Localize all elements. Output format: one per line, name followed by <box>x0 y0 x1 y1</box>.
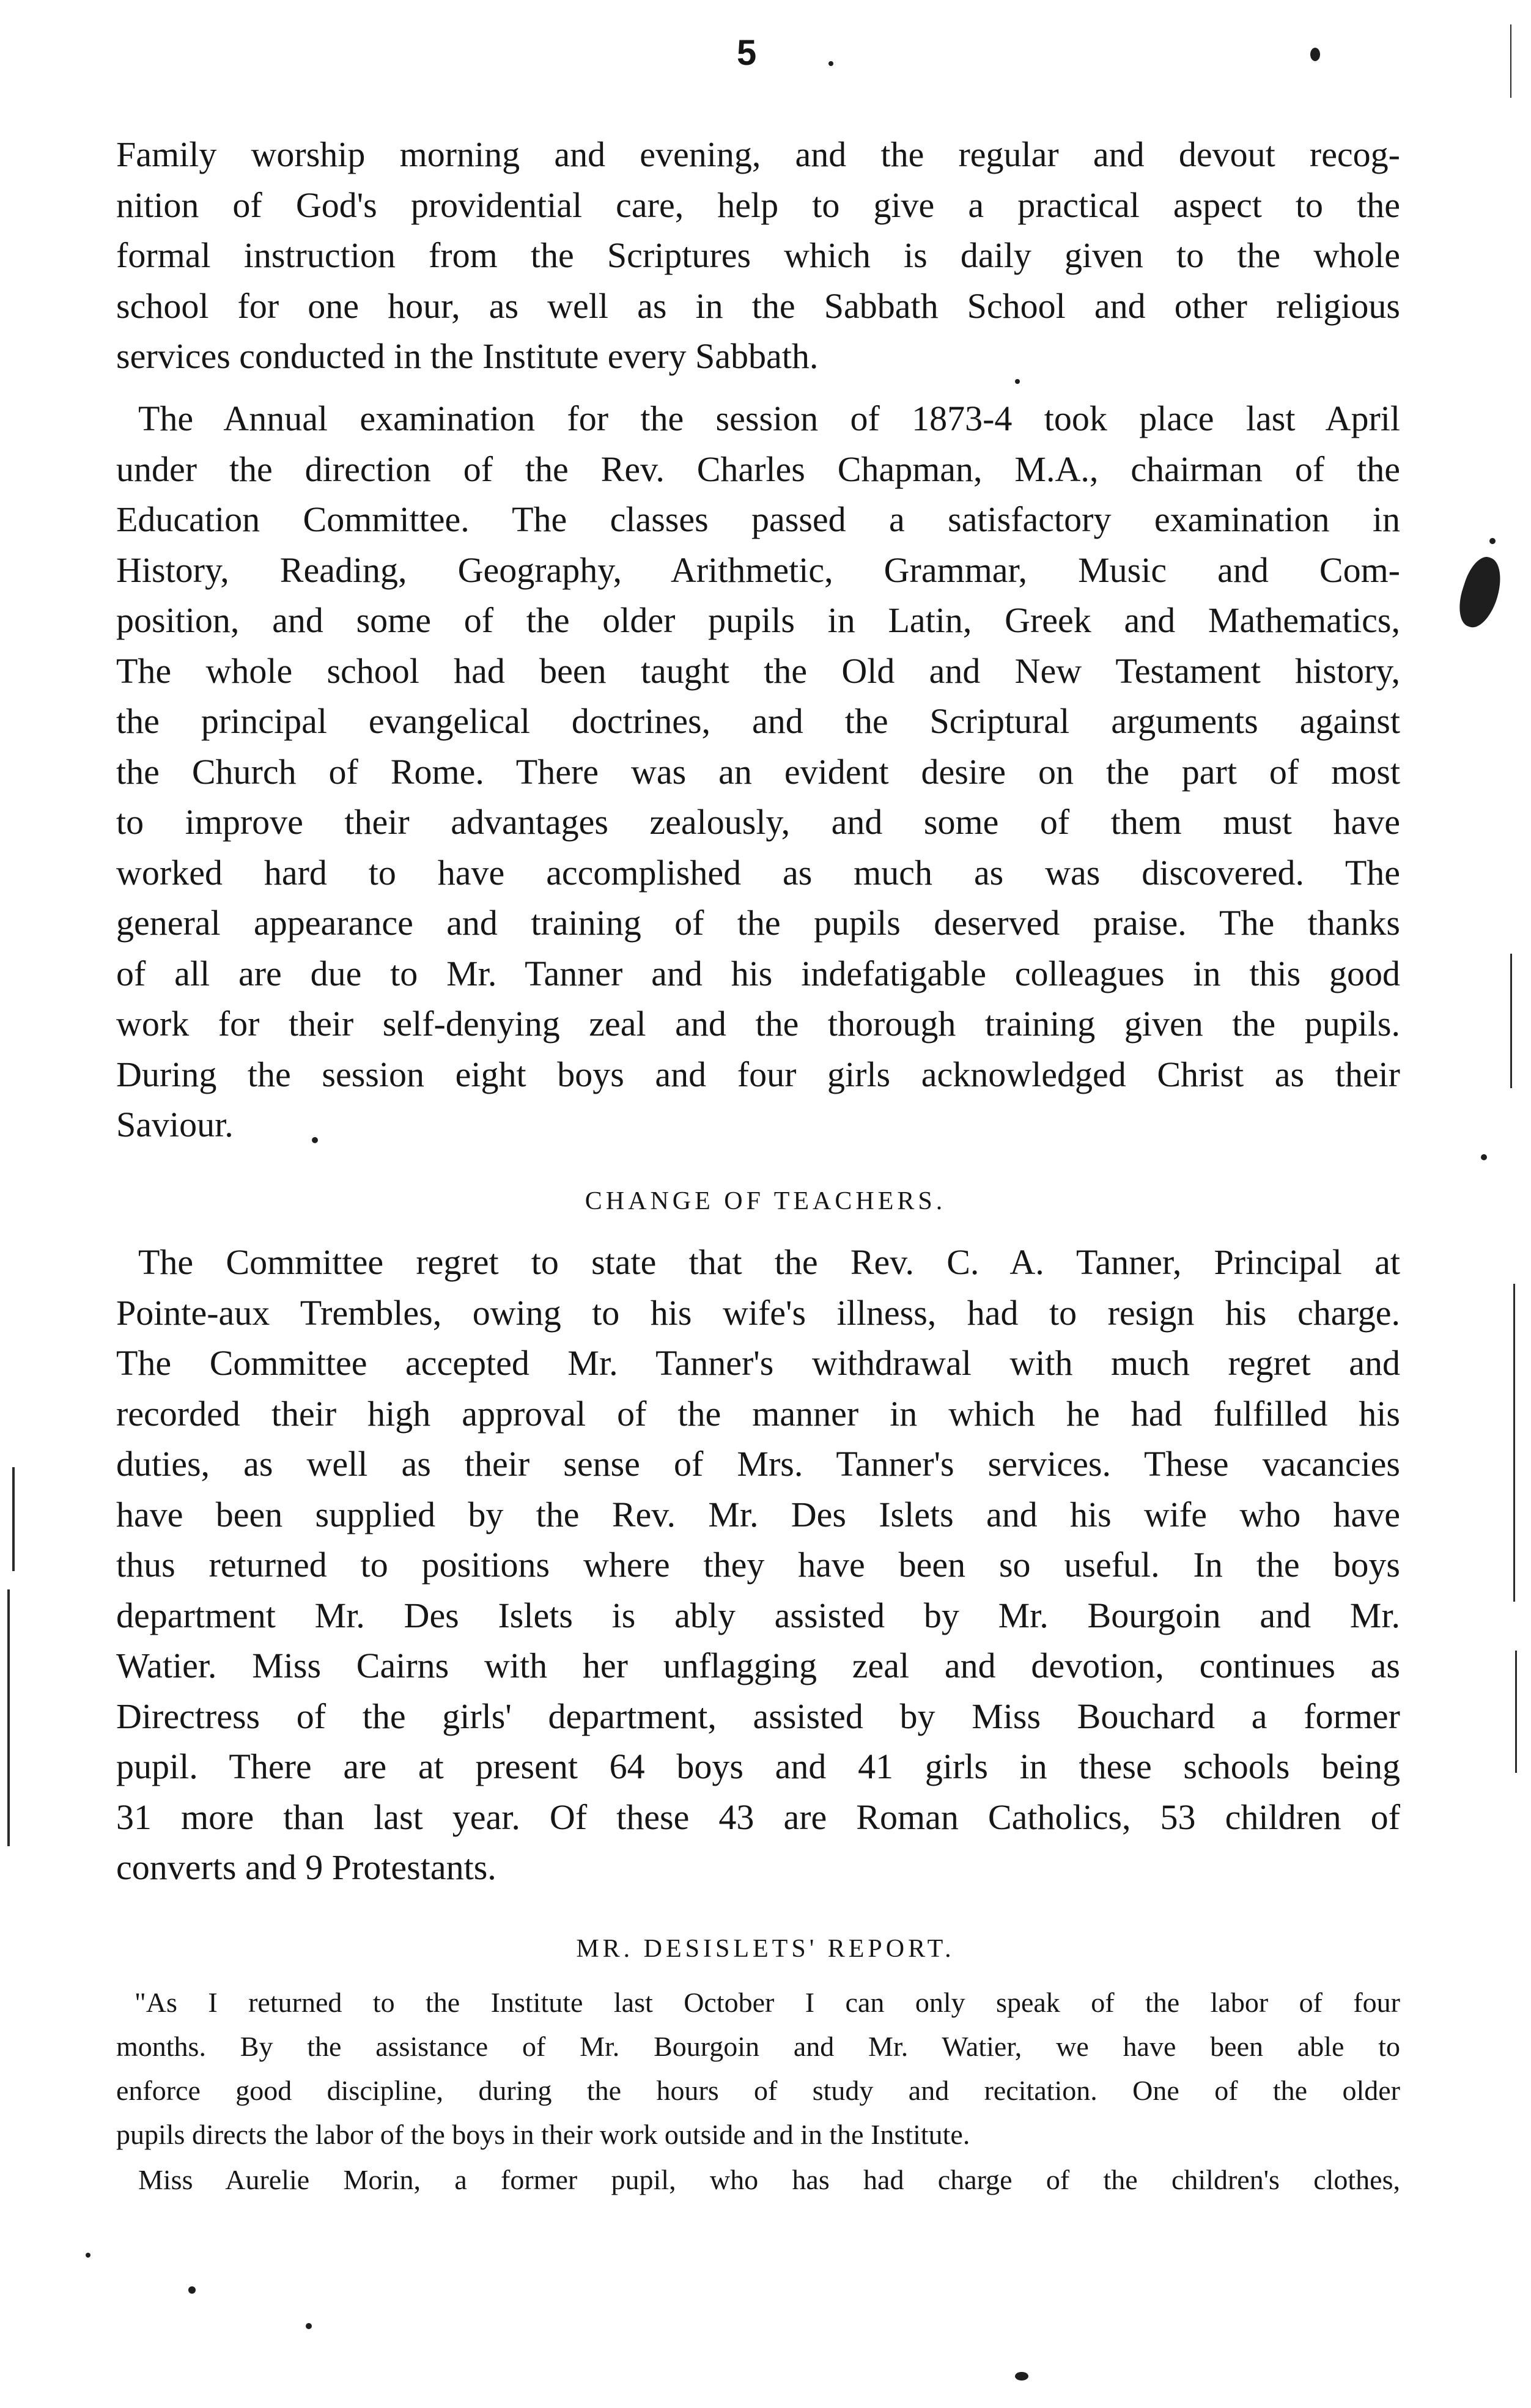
text-line: general appearance and training of the pupils deserved praise. The thanks <box>116 903 1400 943</box>
text-line: The whole school had been taught the Old and New Testament history, <box>116 650 1400 691</box>
paragraph-change-of-teachers <box>116 1237 1400 1893</box>
text-line: Education Committee. The classes passed a satisfactory examination in <box>116 499 1400 539</box>
ink-speck <box>188 2286 196 2294</box>
text-line: Family worship morning and evening, and the regular and devout recog- <box>116 134 1400 174</box>
scan-edge-mark <box>12 1467 15 1571</box>
scan-edge-mark <box>1515 1651 1517 1773</box>
scan-edge-mark <box>1513 1284 1515 1602</box>
paragraph-report-quote <box>116 1981 1400 2157</box>
text-line: History, Reading, Geography, Arithmetic, Grammar, Music and Com- <box>116 550 1400 590</box>
scan-edge-mark <box>7 1589 10 1846</box>
text-line: recorded their high approval of the manner in which he had fulfilled his <box>116 1393 1400 1434</box>
text-line: pupil. There are at present 64 boys and 41 girls in these schools being <box>116 1747 1400 1786</box>
text-line: The Committee accepted Mr. Tanner's withdrawal with much regret and <box>116 1343 1400 1383</box>
paragraph-body <box>116 1237 1400 1893</box>
text-line: converts and 9 Protestants. <box>116 1847 496 1887</box>
paragraph-body <box>116 1981 1400 2157</box>
ink-speck <box>828 61 833 66</box>
text-line: Watier. Miss Cairns with her unflagging zeal and devotion, continues as <box>116 1646 1400 1685</box>
text-line: Pointe-aux Trembles, owing to his wife's illness, had to resign his charge. <box>116 1292 1400 1333</box>
text-line: to improve their advantages zealously, and some of them must have <box>116 802 1400 842</box>
text-line: Directress of the girls' department, assisted by Miss Bouchard a former <box>116 1696 1400 1736</box>
ink-speck <box>1489 538 1496 544</box>
section-heading-desislets-report: MR. DESISLETS' REPORT. <box>576 1935 955 1963</box>
ink-speck <box>86 2253 90 2258</box>
ink-speck <box>312 1137 318 1143</box>
text-line: services conducted in the Institute every Sabbath. <box>116 336 819 376</box>
text-line: enforce good discipline, during the hours of study and recitation. One of the older <box>116 2075 1400 2106</box>
ink-speck <box>1015 2372 1028 2380</box>
text-line: thus returned to positions where they have been so useful. In the boys <box>116 1545 1400 1585</box>
paragraph-family-worship <box>116 130 1400 382</box>
ink-speck <box>1015 379 1020 384</box>
scan-edge-mark <box>1510 24 1511 98</box>
text-line: pupils directs the labor of the boys in their work outside and in the Institute. <box>116 2119 970 2150</box>
text-line: months. By the assistance of Mr. Bourgoin and Mr. Watier, we have been able to <box>116 2031 1400 2062</box>
paragraph-annual-examination <box>116 394 1400 1151</box>
text-line: of all are due to Mr. Tanner and his indefatigable colleagues in this good <box>116 953 1400 993</box>
text-line: the Church of Rome. There was an evident desire on the part of most <box>116 751 1400 792</box>
text-line: duties, as well as their sense of Mrs. Tanner's services. These vacancies <box>116 1444 1400 1484</box>
text-line: formal instruction from the Scriptures which is daily given to the whole <box>116 235 1400 275</box>
page-number: 5 <box>737 33 757 73</box>
paragraph-body <box>116 2158 1400 2202</box>
scan-edge-mark <box>1510 954 1512 1088</box>
section-heading-change-of-teachers: CHANGE OF TEACHERS. <box>585 1187 946 1215</box>
paragraph-body <box>116 394 1400 1151</box>
ink-blot <box>1452 553 1508 632</box>
text-line: worked hard to have accomplished as much as was discovered. The <box>116 852 1400 893</box>
text-line: "As I returned to the Institute last October I can only speak of the labor of four <box>135 1987 1400 2018</box>
text-line: 31 more than last year. Of these 43 are Roman Catholics, 53 children of <box>116 1797 1400 1837</box>
paragraph-body <box>116 130 1400 382</box>
paragraph-aurelie-morin <box>116 2158 1400 2202</box>
text-line: work for their self-denying zeal and the thorough training given the pupils. <box>116 1004 1400 1044</box>
text-line: The Annual examination for the session of 1873-4 took place last April <box>138 399 1400 438</box>
ink-speck <box>1481 1154 1487 1160</box>
text-line: Saviour. <box>116 1105 234 1144</box>
text-line: During the session eight boys and four girls acknowledged Christ as their <box>116 1054 1400 1094</box>
text-line: department Mr. Des Islets is ably assisted by Mr. Bourgoin and Mr. <box>116 1595 1400 1635</box>
ink-speck <box>306 2323 312 2329</box>
text-line: nition of God's providential care, help to give a practical aspect to the <box>116 185 1400 225</box>
text-line: the principal evangelical doctrines, and the Scriptural arguments against <box>116 701 1400 741</box>
text-line: have been supplied by the Rev. Mr. Des Islets and his wife who have <box>116 1494 1400 1534</box>
text-line: position, and some of the older pupils in Latin, Greek and Mathematics, <box>116 600 1400 640</box>
ink-speck <box>1310 48 1320 61</box>
text-line: under the direction of the Rev. Charles Chapman, M.A., chairman of the <box>116 449 1400 489</box>
text-line: Miss Aurelie Morin, a former pupil, who has had charge of the children's clothes, <box>138 2164 1400 2195</box>
text-line: The Committee regret to state that the Rev. C. A. Tanner, Principal at <box>138 1242 1400 1282</box>
text-line: school for one hour, as well as in the Sabbath School and other religious <box>116 285 1400 326</box>
